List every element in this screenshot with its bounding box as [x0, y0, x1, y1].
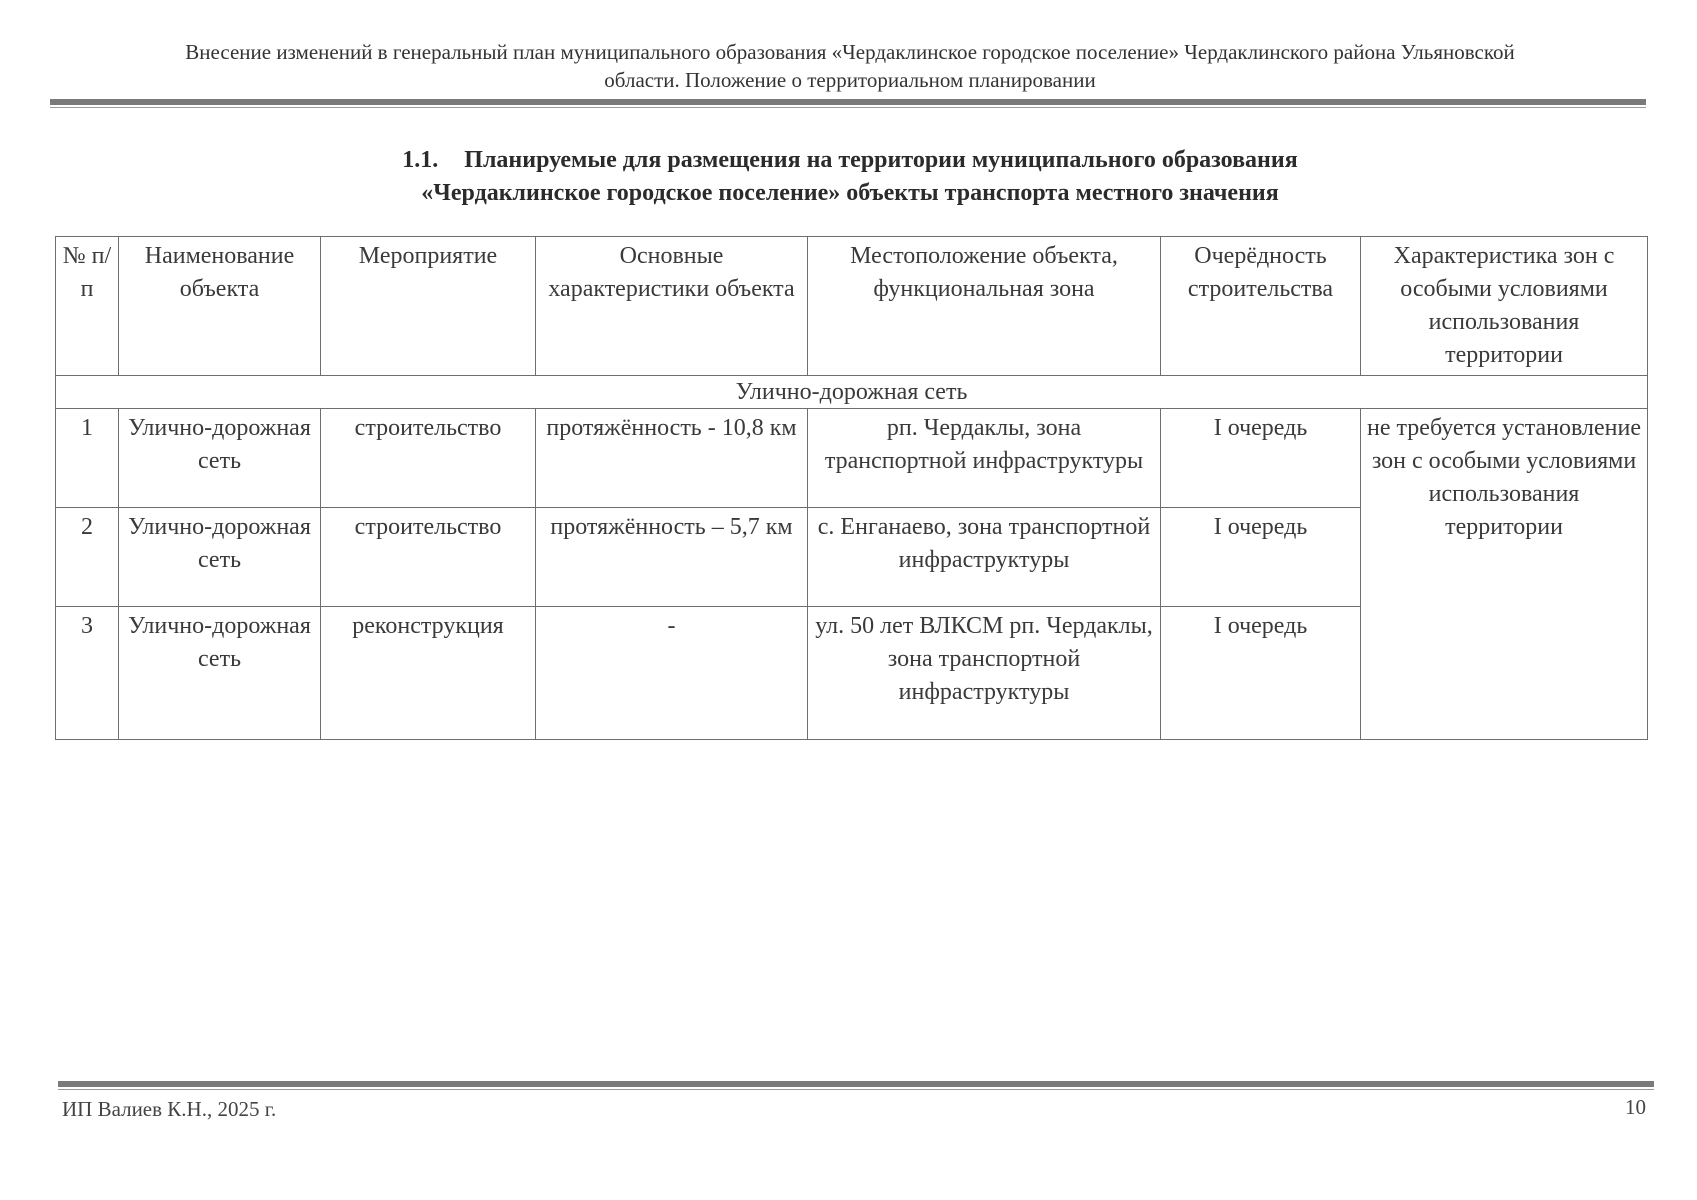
column-header-zones: Характеристика зон с особыми условиями использования территории: [1361, 237, 1648, 376]
row-number: 2: [56, 508, 119, 607]
page-number: 10: [1625, 1095, 1646, 1119]
row-location: рп. Чердаклы, зона транспортной инфраструктуры: [808, 409, 1161, 508]
row-characteristics: протяжённость - 10,8 км: [536, 409, 808, 508]
row-number: 1: [56, 409, 119, 508]
row-action: реконструкция: [321, 607, 536, 740]
column-header-number: № п/п: [56, 237, 119, 376]
table-row: [56, 409, 1648, 508]
row-name: Улично-дорожная сеть: [119, 508, 321, 607]
row-characteristics: протяжённость – 5,7 км: [536, 508, 808, 607]
row-order: I очередь: [1161, 409, 1361, 508]
page-header: [60, 38, 1640, 94]
transport-objects-table: [55, 236, 1648, 740]
section-heading: [200, 144, 1500, 210]
footer-divider: [58, 1081, 1654, 1087]
section-title-line-2: «Чердаклинское городское поселение» объекты транспорта местного значения: [421, 180, 1279, 206]
row-name: Улично-дорожная сеть: [119, 409, 321, 508]
row-action: строительство: [321, 409, 536, 508]
footer-author: ИП Валиев К.Н., 2025 г.: [62, 1097, 277, 1121]
row-name: Улично-дорожная сеть: [119, 607, 321, 740]
header-line-2: области. Положение о территориальном планировании: [604, 68, 1096, 92]
row-number: 3: [56, 607, 119, 740]
column-header-order: Очерёдность строительства: [1161, 237, 1361, 376]
row-order: I очередь: [1161, 508, 1361, 607]
column-header-action: Мероприятие: [321, 237, 536, 376]
table-group-row: [56, 376, 1648, 409]
group-label: Улично-дорожная сеть: [56, 376, 1648, 409]
row-location: ул. 50 лет ВЛКСМ рп. Чердаклы, зона транспортной инфраструктуры: [808, 607, 1161, 740]
section-number: 1.1.: [402, 147, 439, 173]
column-header-name: Наименование объекта: [119, 237, 321, 376]
header-line-1: Внесение изменений в генеральный план муниципального образования «Чердаклинское городское поселение» Чердаклинского района Ульяновской: [185, 40, 1515, 64]
zones-note: не требуется установление зон с особыми условиями использования территории: [1361, 409, 1648, 740]
column-header-location: Местоположение объекта, функциональная зона: [808, 237, 1161, 376]
row-action: строительство: [321, 508, 536, 607]
header-divider: [50, 99, 1646, 105]
column-header-characteristics: Основные характеристики объекта: [536, 237, 808, 376]
table-header-row: [56, 237, 1648, 376]
row-location: с. Енганаево, зона транспортной инфраструктуры: [808, 508, 1161, 607]
row-order: I очередь: [1161, 607, 1361, 740]
row-characteristics: -: [536, 607, 808, 740]
section-title-line-1: Планируемые для размещения на территории муниципального образования: [464, 147, 1298, 173]
